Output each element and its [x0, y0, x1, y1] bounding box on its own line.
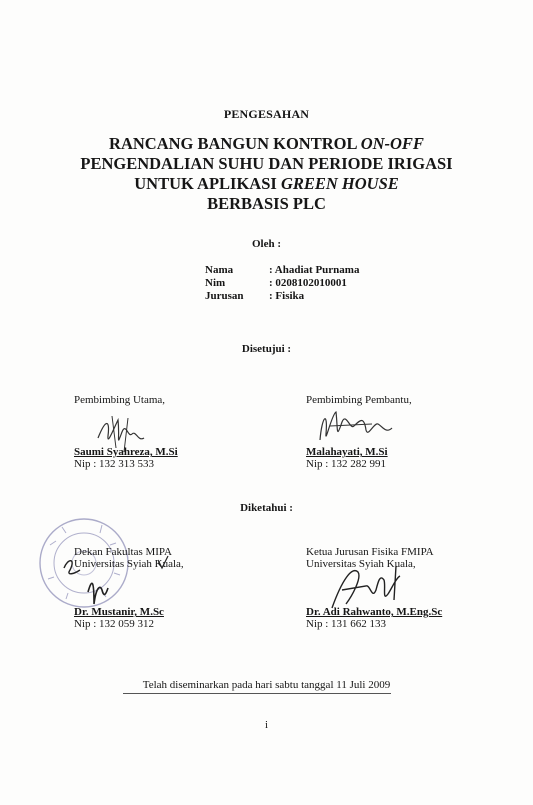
author-info [205, 264, 359, 303]
author-nim-row: Nim : 0208102010001 [205, 277, 347, 289]
title-line-1: RANCANG BANGUN KONTROL ON-OFF [109, 134, 424, 153]
author-dept-row: Jurusan : Fisika [205, 290, 305, 302]
seminar-note: Telah diseminarkan pada hari sabtu tanggal 11 Juli 2009 [0, 679, 533, 691]
supervisor-assist-nip: Nip : 132 282 991 [306, 458, 387, 470]
dean-name: Dr. Mustanir, M.Sc [74, 606, 164, 618]
head-dept-role-line1: Ketua Jurusan Fisika FMIPA [306, 546, 434, 558]
author-name-row: Nama : Ahadiat Purnama [205, 264, 360, 276]
dean-nip: Nip : 132 059 312 [74, 618, 155, 630]
page-heading: PENGESAHAN [223, 107, 310, 121]
approved-label: Disetujui : [241, 343, 292, 355]
supervisor-main-name: Saumi Syahreza, M.Si [74, 446, 178, 458]
supervisor-assist-signature [312, 404, 402, 452]
head-dept-role-line2: Universitas Syiah Kuala, [306, 558, 416, 570]
head-dept-name: Dr. Adi Rahwanto, M.Eng.Sc [306, 606, 443, 618]
head-dept-nip: Nip : 131 662 133 [306, 618, 387, 630]
supervisor-main-role: Pembimbing Utama, [74, 394, 166, 406]
page-number: i [264, 719, 269, 731]
seminar-underline [123, 693, 391, 694]
dean-role-line1: Dekan Fakultas MIPA [74, 546, 172, 558]
title-line-2: PENGENDALIAN SUHU DAN PERIODE IRIGASI [80, 154, 453, 173]
by-label: Oleh : [251, 238, 282, 250]
supervisor-assist-name: Malahayati, M.Si [306, 446, 388, 458]
title-line-4: BERBASIS PLC [207, 194, 326, 213]
supervisor-main-nip: Nip : 132 313 533 [74, 458, 155, 470]
known-label: Diketahui : [240, 502, 293, 514]
thesis-title [0, 134, 533, 214]
title-line-3: UNTUK APLIKASI GREEN HOUSE [134, 174, 399, 193]
dean-role-line2: Universitas Syiah Kuala, [74, 558, 184, 570]
supervisor-assist-role: Pembimbing Pembantu, [306, 394, 412, 406]
